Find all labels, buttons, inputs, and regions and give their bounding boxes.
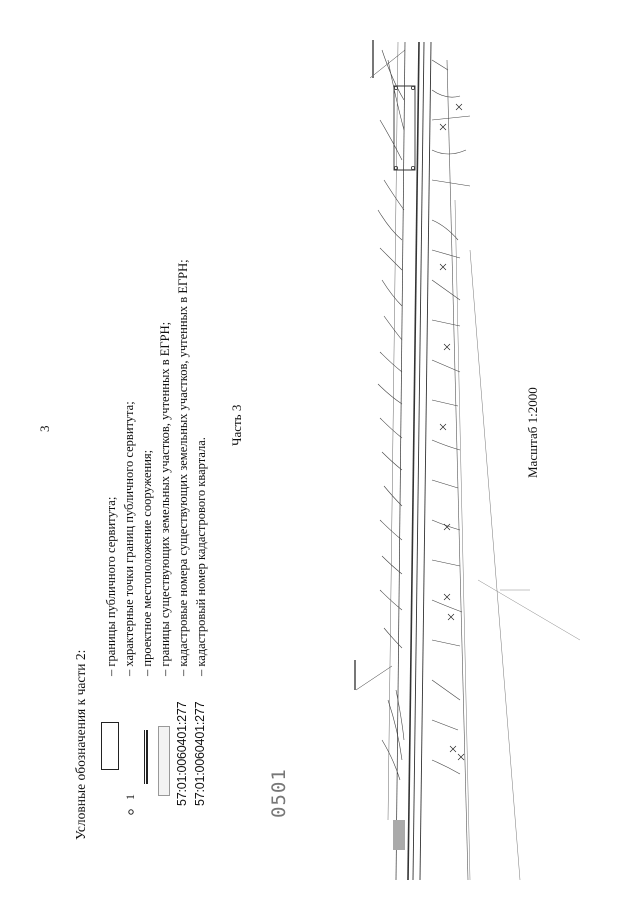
part-title: Часть 3 (229, 404, 244, 446)
cadastral-quarter-sample: 57:01:0060401:277 (193, 701, 207, 806)
legend-item-label: – кадастровые номера существующих земельных участков, учтенных в ЕГРН; (176, 259, 190, 676)
road-line (408, 42, 419, 880)
point-number-label: 1 (123, 794, 137, 800)
legend-title: Условные обозначения к части 2: (73, 649, 88, 840)
scale-label: Масштаб 1:2000 (525, 387, 540, 478)
legend-item-label: – характерные точки границ публичного сервитута; (122, 401, 136, 676)
cadastral-number-sample: 57:01:0060401:277 (175, 701, 189, 806)
legend-item-label: – границы публичного сервитута; (104, 496, 118, 676)
legend-item-label: – границы существующих земельных участков, учтенных в ЕГРН; (158, 321, 172, 676)
legend-item-label: – проектное местоположение сооружения; (140, 449, 154, 676)
page-stamp: 0501 (268, 768, 290, 818)
legend-item-label: – кадастровый номер кадастрового квартала. (194, 437, 208, 676)
page-number: 3 (37, 425, 52, 432)
